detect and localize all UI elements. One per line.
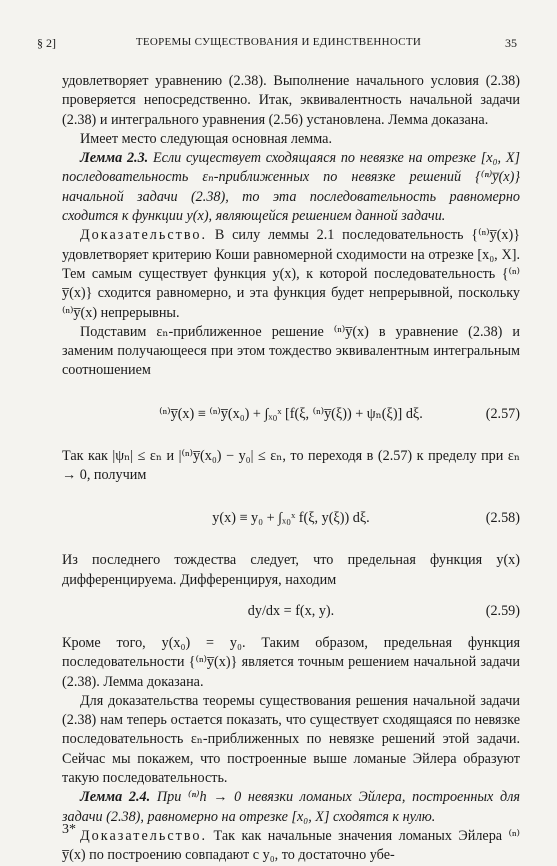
running-header: [0, 36, 557, 54]
paragraph: Так как |ψₙ| ≤ εₙ и |⁽ⁿ⁾y̅(x₀) − y₀| ≤ εₙ, то переходя в (2.57) к пределу при εₙ → 0, получим: [62, 447, 520, 484]
page-body: [62, 72, 520, 866]
equation-2-59: [62, 594, 520, 630]
proof-paragraph: [62, 827, 520, 866]
equation-number: (2.58): [485, 510, 520, 527]
proof-label: Доказательство.: [80, 227, 208, 244]
proof-text: Так как начальные значения ломаных Эйлера ⁽ⁿ⁾y̅(x) по построению совпадают с y₀, то достаточно убе-: [62, 827, 520, 864]
paragraph: Для доказательства теоремы существования решения начальной задачи (2.38) нам теперь остается показать, что существует сходящаяся по невязке последовательность εₙ-приближенных по невязке решений этой задачи. Сейчас мы покажем, что построенные выше ломаные Эйлера образуют такую последовательность.: [62, 692, 520, 787]
equation-number: (2.59): [485, 602, 520, 619]
lemma-2-4: [62, 788, 520, 827]
equation-2-57: [62, 385, 520, 443]
equation-number: (2.57): [485, 405, 520, 422]
proof-paragraph: [62, 226, 520, 322]
page-number: 35: [505, 36, 517, 50]
section-marker: § 2]: [37, 36, 56, 50]
lemma-2-3: [62, 149, 520, 226]
lemma-text: При ⁽ⁿ⁾h → 0 невязки ломаных Эйлера, построенных для задачи (2.38), равномерно на отрезке [x₀, X] сходятся к нулю.: [62, 789, 520, 825]
equation-formula: dy/dx = f(x, y).: [247, 602, 335, 619]
paragraph: Кроме того, y(x₀) = y₀. Таким образом, предельная функция последовательности {⁽ⁿ⁾y̅(x)} является точным решением начальной задачи (2.38). Лемма доказана.: [62, 634, 520, 690]
lemma-text: Если существует сходящаяся по невязке на отрезке [x₀, X] последовательность εₙ-приближенных по невязке решений {⁽ⁿ⁾y̅(x)} начальной задачи (2.38), то эта последовательность равномерно сходится к функции y(x), являющейся решением данной задачи.: [62, 150, 521, 225]
lemma-label: Лемма 2.3.: [80, 150, 149, 167]
paragraph: удовлетворяет уравнению (2.38). Выполнение начального условия (2.38) проверяется непосредственно. Итак, эквивалентность начальной задачи (2.38) и интегрального уравнения (2.56) установлена. Лемма доказана.: [62, 73, 520, 128]
equation-formula: y(x) ≡ y₀ + ∫ₓ₀ˣ f(ξ, y(ξ)) dξ.: [212, 510, 370, 527]
lemma-label: Лемма 2.4.: [80, 789, 151, 806]
paragraph: Подставим εₙ-приближенное решение ⁽ⁿ⁾y̅(x) в уравнение (2.38) и заменим получающееся при этом тождество эквивалентным интегральным соотношением: [62, 323, 520, 379]
equation-formula: ⁽ⁿ⁾y̅(x) ≡ ⁽ⁿ⁾y̅(x₀) + ∫ₓ₀ˣ [f(ξ, ⁽ⁿ⁾y̅(ξ)) + ψₙ(ξ)] dξ.: [159, 405, 423, 422]
paragraph: Из последнего тождества следует, что предельная функция y(x) дифференцируема. Дифференцируя, находим: [62, 552, 520, 588]
paragraph: Имеет место следующая основная лемма.: [80, 130, 333, 147]
proof-text: В силу леммы 2.1 последовательность {⁽ⁿ⁾y̅(x)} удовлетворяет критерию Коши равномерной сходимости на отрезке [x₀, X]. Тем самым существует функция y(x), к которой последовательность {⁽ⁿ⁾y̅(x)} сходится равномерно, и эта функция будет непрерывной, поскольку ⁽ⁿ⁾y̅(x) непрерывны.: [62, 227, 521, 321]
equation-2-58: [62, 489, 520, 547]
proof-label: Доказательство.: [80, 827, 208, 844]
running-title: ТЕОРЕМЫ СУЩЕСТВОВАНИЯ И ЕДИНСТВЕННОСТИ: [135, 36, 422, 48]
signature-mark: 3*: [62, 822, 76, 837]
